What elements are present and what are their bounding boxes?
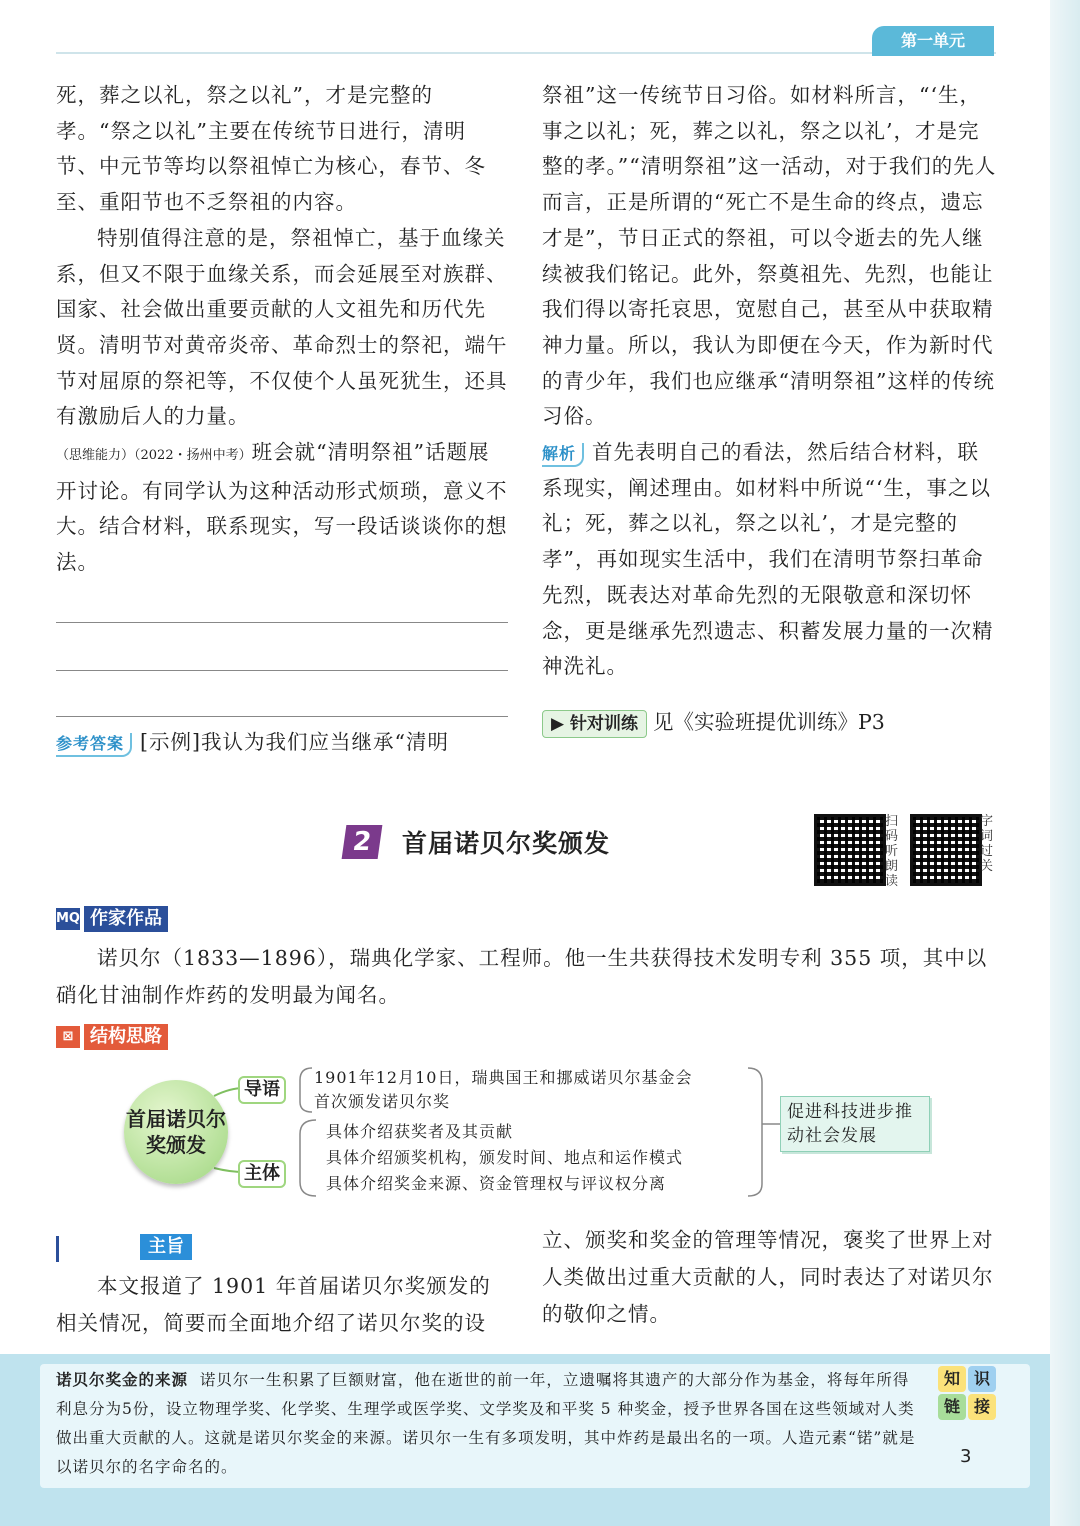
page-edge-band [1050,0,1080,1526]
badge-char-3: 链 [938,1394,966,1420]
section-title-text: 首届诺贝尔奖颁发 [402,829,611,858]
author-text: 诺贝尔（1833—1896），瑞典化学家、工程师。他一生共获得技术发明专利 355 项，其中以硝化甘油制作炸药的发明最为闻名。 [56,946,988,1007]
qr-code-read-icon[interactable] [814,814,886,886]
badge-char-2: 识 [968,1366,996,1392]
knowledge-badge [938,1366,994,1420]
section-title [344,822,610,862]
knowledge-title: 诺贝尔奖金的来源 [56,1371,189,1389]
mindmap-result: 促进科技进步推动社会发展 [780,1096,930,1152]
left-paragraph-1: 死，葬之以礼，祭之以礼”，才是完整的孝。“祭之以礼”主要在传统节日进行，清明节、中元节等均以祭祖悼亡为核心，春节、冬至、重阳节也不乏祭祖的内容。 [56,83,486,215]
theme-left: 本文报道了 1901 年首届诺贝尔奖颁发的相关情况，简要而全面地介绍了诺贝尔奖的设 [56,1274,491,1335]
right-column [542,78,998,685]
question [56,435,508,581]
body-item-1: 具体介绍获奖者及其贡献 [326,1122,514,1141]
analysis [542,435,998,685]
targeted-training [542,706,885,738]
book-icon: MQ [56,908,80,930]
intro-text-2: 首次颁发诺贝尔奖 [314,1092,451,1111]
theme-label: 主旨 [140,1234,192,1260]
theme-right: 立、颁奖和奖金的管理等情况，褒奖了世界上对人类做出过重大贡献的人，同时表达了对诺贝尔的敬仰之情。 [542,1228,994,1326]
structure-label: 结构思路 [84,1024,168,1050]
structure-icon: ⊠ [56,1026,80,1048]
answer-text: [示例]我认为我们应当继承“清明 [140,730,449,754]
analysis-text: 首先表明自己的看法，然后结合材料，联系现实，阐述理由。如材料中所说“‘生，事之以礼；死，葬之以礼，祭之以礼’，才是完整的孝”，再如现实生活中，我们在清明节祭扫革命先烈，既表达对革命先烈的无限敬意和深切怀念，更是继承先烈遗志、积蓄发展力量的一次精神洗礼。 [542,440,994,679]
question-tag: （思维能力）（2022・扬州中考） [56,448,252,464]
qr1-label: 扫码听朗读 [885,814,899,889]
knowledge-text: 诺贝尔奖金的来源 诺贝尔一生积累了巨额财富，他在逝世的前一年，立遗嘱将其遗产的大部分作为基金，将每年所得利息分为5份，设立物理学奖、化学奖、生理学或医学奖、文学奖及和平奖 5 种奖金，授予世界各国在这些领域对人类做出重大贡献的人。这就是诺贝尔奖金的来源。诺贝尔一生有多项发明，其中炸药是最出名的一项。人造元素“锘”就是以诺贝尔的名字命名的。 [56,1371,916,1476]
structure-heading [56,1024,168,1050]
theme-bar [56,1236,59,1262]
unit-tab: 第一单元 [872,26,994,56]
train-text: 见《实验班提优训练》P3 [653,710,885,734]
train-badge: ▶ 针对训练 [542,710,647,738]
question-text: 班会就“清明祭祖”话题展开讨论。有同学认为这种活动形式烦琐，意义不大。结合材料，联系现实，写一段话谈谈你的想法。 [56,440,508,575]
qr2-label: 字词过关 [980,814,994,874]
intro-label: 导语 [238,1076,286,1104]
author-label: 作家作品 [84,906,168,932]
badge-char-4: 接 [968,1394,996,1420]
right-paragraph-1: 祭祖”这一传统节日习俗。如材料所言，“‘生，事之以礼；死，葬之以礼，祭之以礼’，才是完整的孝。”“清明祭祖”这一活动，对于我们的先人而言，正是所谓的“死亡不是生命的终点，遗忘才是”，节日正式的祭祖，可以令逝去的先人继续被我们铭记。此外，祭奠祖先、先烈，也能让我们得以寄托哀思，宽慰自己，甚至从中获取精神力量。所以，我认为即便在今天，作为新时代的青少年，我们也应继承“清明祭祖”这样的传统习俗。 [542,83,997,429]
reference-answer [56,726,516,758]
answer-label: 参考答案 [56,733,132,757]
header-rule [56,52,996,54]
section-number: 2 [342,825,383,859]
analysis-label: 解析 [542,443,584,467]
qr-code-words-icon[interactable] [910,814,982,886]
author-heading [56,906,168,932]
badge-char-1: 知 [938,1366,966,1392]
answer-line-3 [56,716,508,717]
body-item-3: 具体介绍奖金来源、资金管理权与评议权分离 [326,1174,667,1193]
mindmap-center: 首届诺贝尔奖颁发 [124,1080,228,1184]
answer-line-2 [56,670,508,671]
left-paragraph-2: 特别值得注意的是，祭祖悼亡，基于血缘关系，但又不限于血缘关系，而会延展至对族群、国家、社会做出重要贡献的人文祖先和历代先贤。清明节对黄帝炎帝、革命烈士的祭祀，端午节对屈原的祭祀等，不仅使个人虽死犹生，还具有激励后人的力量。 [56,225,508,429]
page-number: 3 [960,1446,972,1467]
body-label: 主体 [238,1160,286,1188]
body-item-2: 具体介绍颁奖机构，颁发时间、地点和运作模式 [326,1148,684,1167]
intro-text-1: 1901年12月10日，瑞典国王和挪威诺贝尔基金会 [314,1068,693,1087]
left-column [56,78,508,581]
answer-line-1 [56,622,508,623]
